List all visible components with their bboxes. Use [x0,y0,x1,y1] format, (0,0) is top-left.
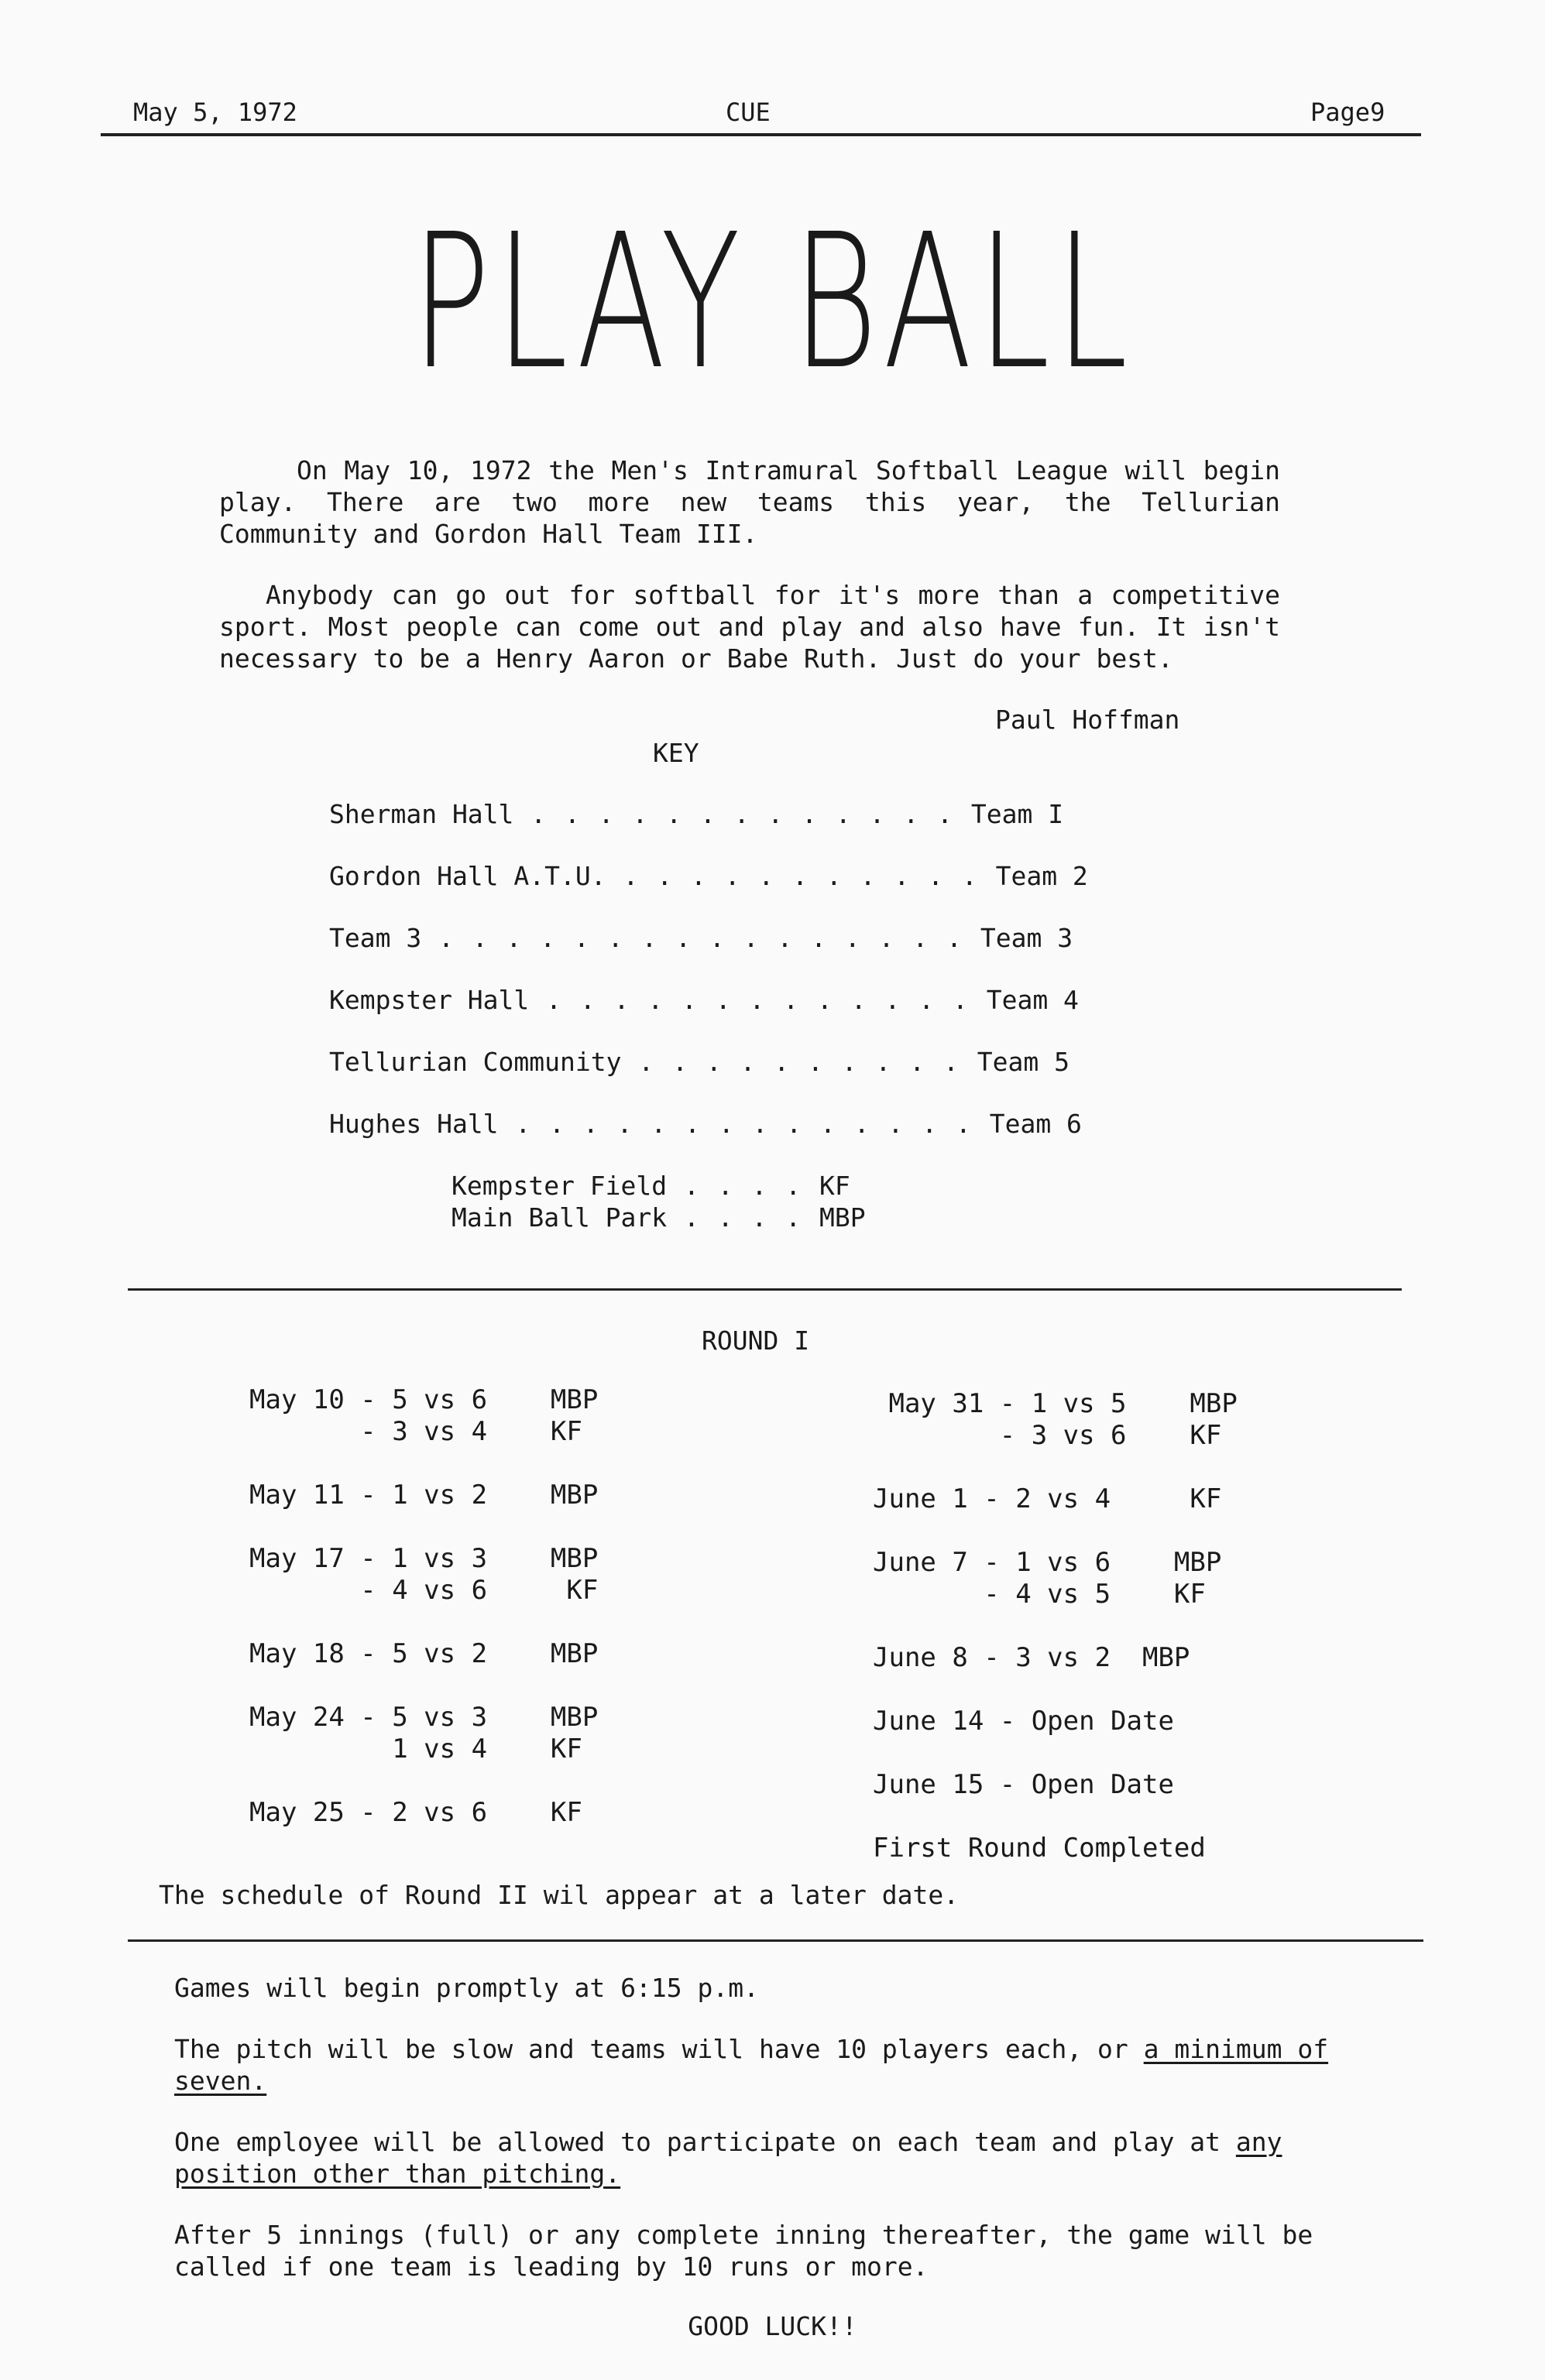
intro-author: Paul Hoffman [995,705,1180,735]
header-page-number: Page9 [1310,98,1385,127]
key-team-id: Team 3 [980,923,1073,953]
schedule-left-line [249,1448,598,1480]
key-team-name: Gordon Hall A.T.U. [329,861,606,891]
schedule-right-line [873,1515,1238,1547]
header-date: May 5, 1972 [133,98,297,127]
key-row-hughes [329,1109,1082,1139]
intro-text-2: Anybody can go out for softball for it's more than a competitive sport. Most people can come out and play and also have fun. It isn't necessary to be a Henry Aaron or Babe Ruth. Just do your best. [219,580,1280,674]
schedule-right-line: June 7 - 1 vs 6 MBP [873,1547,1222,1578]
key-team-id: Team 5 [977,1047,1069,1077]
schedule-right-line: June 8 - 3 vs 2 MBP [873,1642,1190,1673]
schedule-left-line: May 25 - 2 vs 6 KF [249,1797,582,1828]
intro-paragraph-2 [219,579,1280,674]
schedule-right-line [873,1737,1238,1769]
key-leader: . . . . . . . . . . . . . [529,985,987,1015]
field-leader: . . . . [667,1202,819,1233]
schedule-left-line: May 17 - 1 vs 3 MBP [249,1543,599,1574]
schedule-left-line [249,1511,598,1543]
rule-pitch-underlined: a minimum of seven. [174,2034,1329,2096]
schedule-right-column [873,1388,1238,1864]
schedule-right-line: June 14 - Open Date [873,1706,1174,1737]
key-row-team3 [329,923,1073,953]
schedule-left-line [249,1670,598,1702]
key-team-name: Hughes Hall [329,1109,499,1139]
key-team-name: Kempster Hall [329,985,530,1015]
key-leader: . . . . . . . . . . . [606,861,996,891]
schedule-left-line: May 10 - 5 vs 6 MBP [249,1384,599,1415]
key-row-tellurian [329,1047,1069,1077]
field-abbr: MBP [819,1202,866,1233]
key-leader: . . . . . . . . . . [621,1047,977,1077]
schedule-right-line: - 3 vs 6 KF [873,1420,1222,1451]
schedule-right-line [873,1610,1238,1642]
rule-employee-underlined: any position other than pitching. [174,2127,1282,2189]
field-abbr: KF [819,1171,850,1201]
rules-section [174,1972,1344,2312]
page-title: PLAY BALL [411,194,1134,410]
schedule-left-column [249,1384,598,1829]
key-row-sherman [329,799,1063,829]
round-note: The schedule of Round II wil appear at a later date. [159,1880,960,1910]
field-leader: . . . . [667,1171,819,1201]
schedule-left-line: May 24 - 5 vs 3 MBP [249,1702,599,1733]
key-leader: . . . . . . . . . . . . . . . . [421,923,980,953]
key-team-name: Team 3 [329,923,422,953]
key-team-name: Sherman Hall [329,799,514,829]
header-paper-name: CUE [726,98,771,127]
key-team-name: Tellurian Community [329,1047,622,1077]
schedule-left-line: May 18 - 5 vs 2 MBP [249,1638,599,1669]
rule-mercy: After 5 innings (full) or any complete inning thereafter, the game will be called if one team is leading by 10 runs or more. [174,2220,1313,2282]
schedule-right-line: May 31 - 1 vs 5 MBP [873,1388,1238,1419]
schedule-left-line: 1 vs 4 KF [249,1734,582,1764]
intro-text-1: On May 10, 1972 the Men's Intramural Softball League will begin play. There are two more new teams this year, the Tellurian Community and Gordon Hall Team III. [219,455,1280,549]
rule-employee [174,2126,1344,2190]
field-name: Main Ball Park [451,1202,668,1233]
intro-paragraph-1 [219,454,1280,550]
rule-start-time: Games will begin promptly at 6:15 p.m. [174,1973,759,2003]
rule-pitch-text: The pitch will be slow and teams will have 10 players each, or [174,2034,1144,2064]
key-team-id: Team 6 [989,1109,1082,1139]
key-leader: . . . . . . . . . . . . . . [498,1109,990,1139]
key-team-id: Team I [970,799,1064,829]
schedule-left-line: - 3 vs 4 KF [249,1416,582,1447]
key-team-id: Team 2 [995,861,1088,891]
key-leader: . . . . . . . . . . . . . [513,799,971,829]
closing-text: GOOD LUCK!! [688,2311,857,2341]
schedule-right-line: - 4 vs 5 KF [873,1579,1206,1610]
key-heading: KEY [653,738,699,768]
rule-employee-text: One employee will be allowed to participate on each team and play at [174,2127,1236,2157]
round-heading: ROUND I [702,1325,810,1356]
section-rule-2 [128,1939,1423,1942]
schedule-right-line: First Round Completed [873,1833,1206,1864]
header-rule [101,133,1421,136]
key-row-gordon [329,861,1088,891]
schedule-left-line [249,1607,598,1638]
key-row-kempster [329,985,1079,1015]
schedule-left-line [249,1765,598,1797]
schedule-left-line: - 4 vs 6 KF [249,1575,599,1606]
field-name: Kempster Field [451,1171,668,1201]
key-field-main [451,1202,866,1233]
rule-pitch [174,2033,1344,2097]
key-team-id: Team 4 [986,985,1079,1015]
schedule-right-line [873,1801,1238,1833]
schedule-right-line [873,1674,1238,1706]
schedule-left-line: May 11 - 1 vs 2 MBP [249,1480,599,1511]
schedule-right-line: June 15 - Open Date [873,1769,1174,1800]
schedule-right-line: June 1 - 2 vs 4 KF [873,1483,1222,1514]
section-rule-1 [128,1288,1402,1291]
key-field-kempster [451,1171,850,1201]
schedule-right-line [873,1452,1238,1483]
